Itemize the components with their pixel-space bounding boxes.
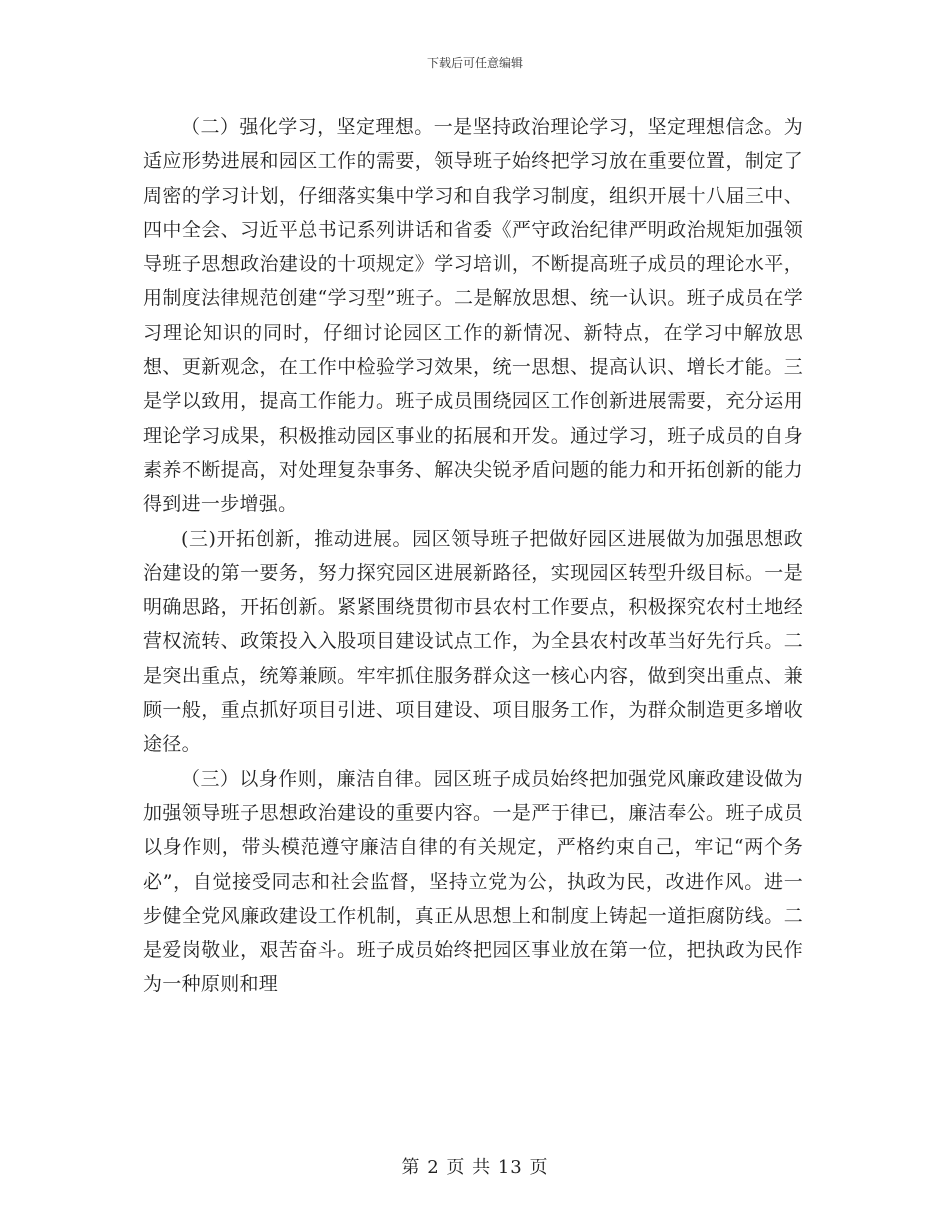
document-body bbox=[143, 110, 803, 1002]
page-header-note: 下载后可任意编辑 bbox=[426, 56, 523, 70]
paragraph-innovation: (三)开拓创新，推动进展。园区领导班子把做好园区进展做为加强思想政治建设的第一要务，努力探究园区进展新路径，实现园区转型升级目标。一是明确思路，开拓创新。紧紧围绕贯彻市县农村工作要点，积极探究农村土地经营权流转、政策投入入股项目建设试点工作，为全县农村改革当好先行兵。二是突出重点，统筹兼顾。牢牢抓住服务群众这一核心内容，做到突出重点、兼顾一般，重点抓好项目引进、项目建设、项目服务工作，为群众制造更多增收途径。 bbox=[143, 527, 803, 756]
paragraph-study: （二）强化学习，坚定理想。一是坚持政治理论学习，坚定理想信念。为适应形势进展和园区工作的需要，领导班子始终把学习放在重要位置，制定了周密的学习计划，仔细落实集中学习和自我学习制度，组织开展十八届三中、四中全会、习近平总书记系列讲话和省委《严守政治纪律严明政治规矩加强领导班子思想政治建设的十项规定》学习培训，不断提高班子成员的理论水平，用制度法律规范创建“学习型”班子。二是解放思想、统一认识。班子成员在学习理论知识的同时，仔细讨论园区工作的新情况、新特点，在学习中解放思想、更新观念，在工作中检验学习效果，统一思想、提高认识、增长才能。三是学以致用，提高工作能力。班子成员围绕园区工作创新进展需要，充分运用理论学习成果，积极推动园区事业的拓展和开发。通过学习，班子成员的自身素养不断提高，对处理复杂事务、解决尖锐矛盾问题的能力和开拓创新的能力得到进一步增强。 bbox=[143, 116, 803, 516]
page-number-footer: 第 2 页 共 13 页 bbox=[401, 1157, 549, 1178]
paragraph-integrity: （三）以身作则，廉洁自律。园区班子成员始终把加强党风廉政建设做为加强领导班子思想政治建设的重要内容。一是严于律已，廉洁奉公。班子成员以身作则，带头模范遵守廉洁自律的有关规定，严格约束自己，牢记“两个务必”，自觉接受同志和社会监督，坚持立党为公，执政为民，改进作风。进一步健全党风廉政建设工作机制，真正从思想上和制度上铸起一道拒腐防线。二是爱岗敬业，艰苦奋斗。班子成员始终把园区事业放在第一位，把执政为民作为一种原则和理 bbox=[143, 767, 803, 996]
